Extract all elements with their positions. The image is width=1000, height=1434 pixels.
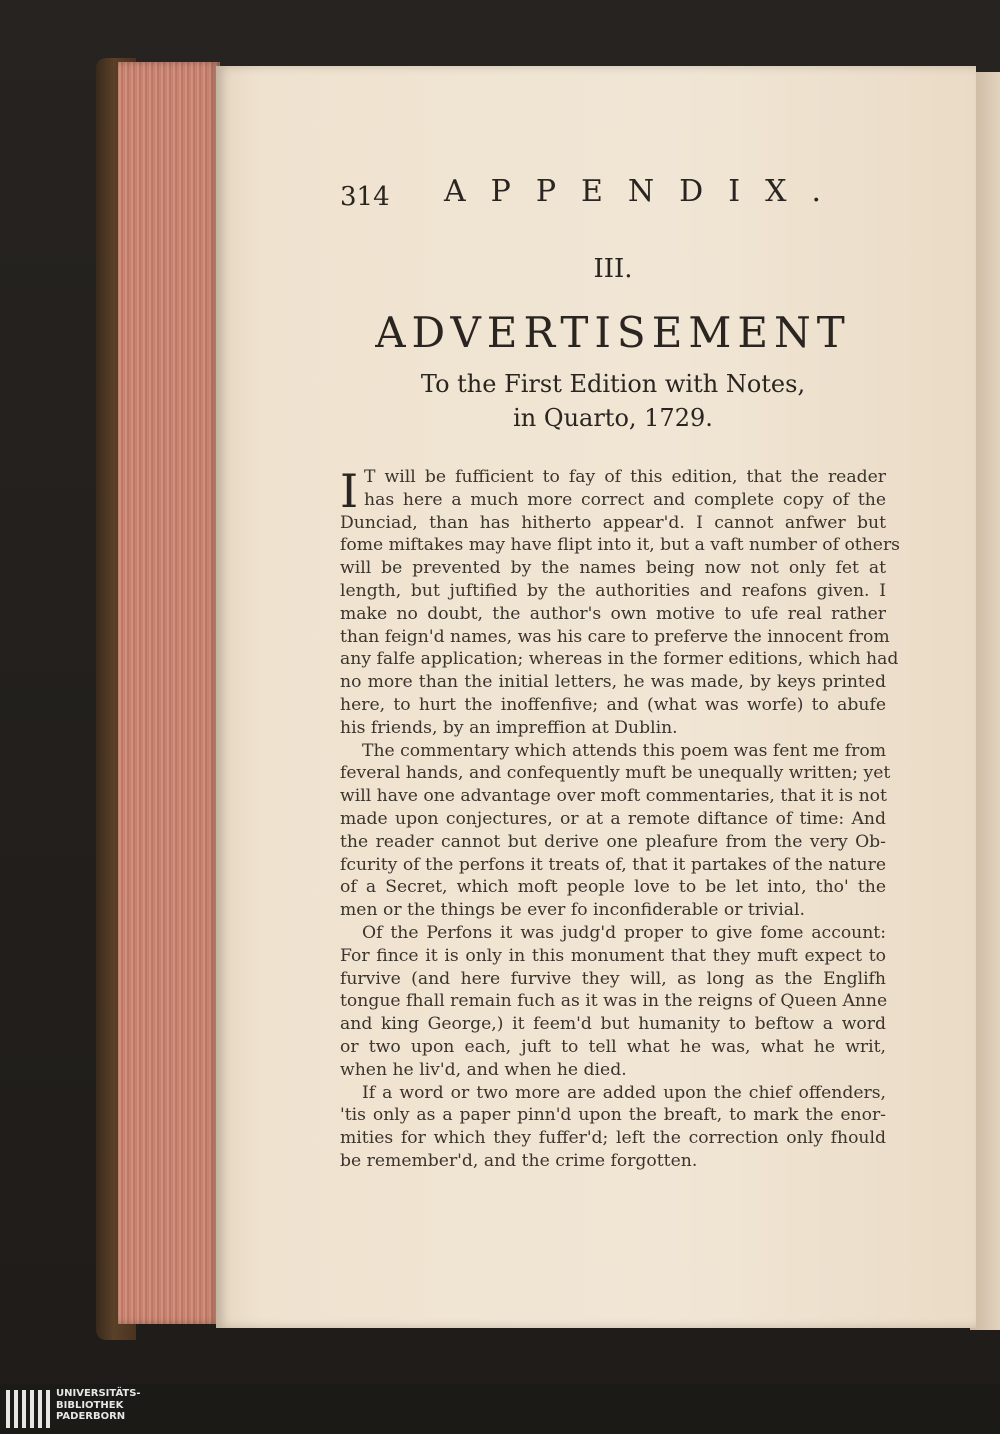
- text-line: has here a much more correct and complete copy of the: [364, 489, 886, 510]
- page-edges: [118, 62, 220, 1324]
- text-line: 'tis only as a paper pinn'd upon the breaft, to mark the enor-: [340, 1105, 886, 1126]
- text-line: will have one advantage over moft commentaries, that it is not: [340, 786, 887, 807]
- text-line: will be prevented by the names being now not only fet at: [340, 558, 886, 579]
- text-line: here, to hurt the inoffenfive; and (what was worfe) to abufe: [340, 694, 886, 715]
- drop-cap: I: [340, 464, 359, 518]
- text-line: fome miftakes may have flipt into it, but a vaft number of others: [340, 535, 900, 556]
- page-header: [340, 174, 846, 214]
- logo-line-2: BIBLIOTHEK: [56, 1399, 124, 1411]
- text-line: men or the things be ever fo inconfiderable or trivial.: [340, 900, 805, 921]
- library-footer: [0, 1384, 1000, 1434]
- text-line: fcurity of the perfons it treats of, that it partakes of the nature: [340, 854, 886, 875]
- text-line: Of the Perfons it was judg'd proper to give fome account:: [362, 922, 886, 943]
- main-heading: ADVERTISEMENT: [375, 308, 851, 357]
- text-line: no more than the initial letters, he was made, by keys printed: [340, 672, 886, 693]
- text-line: be remember'd, and the crime forgotten.: [340, 1150, 698, 1171]
- text-line: than feign'd names, was his care to preferve the innocent from: [340, 626, 890, 647]
- text-line: any falfe application; whereas in the former editions, which had: [340, 649, 899, 670]
- text-line: length, but juftified by the authorities and reafons given. I: [340, 580, 886, 601]
- text-line: tongue fhall remain fuch as it was in the reigns of Queen Anne: [340, 991, 888, 1012]
- text-line: when he liv'd, and when he died.: [340, 1059, 627, 1080]
- library-logo-text: [56, 1388, 141, 1423]
- logo-line-3: PADERBORN: [56, 1411, 126, 1422]
- subheading-line-2: in Quarto, 1729.: [513, 404, 713, 432]
- text-line: the reader cannot but derive one pleafure from the very Ob-: [340, 831, 886, 852]
- page-number: 314: [340, 182, 390, 212]
- subheading-line-1: To the First Edition with Notes,: [420, 370, 806, 398]
- text-line: made upon conjectures, or at a remote diftance of time: And: [340, 808, 886, 829]
- running-title: APPENDIX.: [444, 174, 846, 209]
- text-line: furvive (and here furvive they will, as long as the Englifh: [340, 968, 886, 989]
- section-number: III.: [593, 254, 633, 284]
- text-line: his friends, by an impreffion at Dublin.: [340, 717, 678, 738]
- text-line: feveral hands, and confequently muft be unequally written; yet: [340, 763, 891, 784]
- text-line: make no doubt, the author's own motive to ufe real rather: [340, 603, 886, 624]
- text-line: For fince it is only in this monument that they muft expect to: [340, 945, 886, 966]
- text-line: of a Secret, which moft people love to be let into, tho' the: [340, 877, 886, 898]
- text-line: mities for which they fuffer'd; left the correction only fhould: [340, 1128, 886, 1149]
- body-text: [340, 464, 900, 1173]
- text-line: Dunciad, than has hitherto appear'd. I cannot anfwer but: [340, 512, 886, 533]
- text-line: The commentary which attends this poem was fent me from: [362, 740, 886, 761]
- text-line: T will be fufficient to fay of this edition, that the reader: [364, 467, 886, 487]
- library-logo-icon: [6, 1390, 50, 1428]
- text-line: If a word or two more are added upon the chief offenders,: [362, 1082, 886, 1103]
- logo-line-1: UNIVERSITÄTS-: [56, 1388, 141, 1399]
- text-line: or two upon each, juft to tell what he was, what he writ,: [340, 1036, 886, 1057]
- text-line: and king George,) it feem'd but humanity to beftow a word: [340, 1014, 886, 1035]
